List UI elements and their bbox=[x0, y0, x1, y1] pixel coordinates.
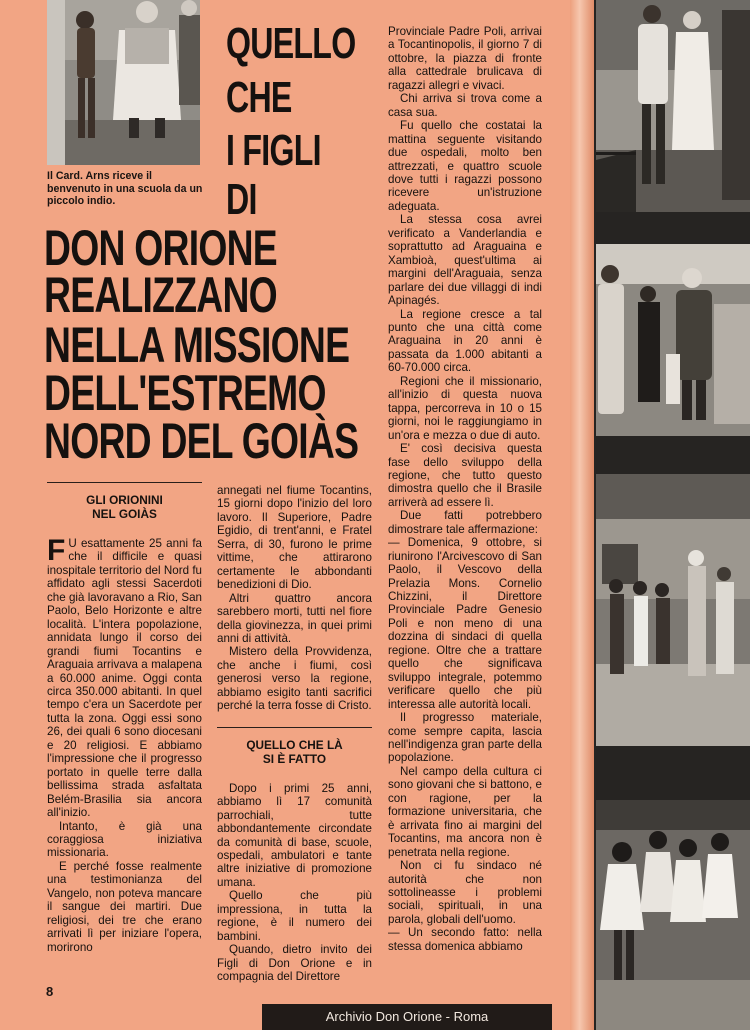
paragraph: — Domenica, 9 ottobre, si riunirono l'Arcivescovo di San Paolo, il Vescovo della Prelazia Mons. Cornelio Chizzini, il Direttore Provinciale Padre Genesio Poli e non meno di una dozzina di sindaci di quella regione. Oltre che a trattare quello che significava sviluppo integrale, potemmo verificare quello che più interessa alle autorità locali. bbox=[388, 536, 542, 711]
section-heading-orionini bbox=[47, 482, 202, 521]
section-heading-line-1: GLI ORIONINI bbox=[86, 493, 163, 507]
paragraph: E' così decisiva questa fase dello sviluppo della regione, che tutto questo dimostra quello che il Brasile arriverà ad essere lì. bbox=[388, 442, 542, 509]
paragraph-intro bbox=[47, 534, 202, 820]
headline-line-1: QUELLO bbox=[226, 19, 356, 68]
headline-line-4: DI bbox=[226, 175, 257, 224]
binding-seam bbox=[570, 0, 594, 1030]
paragraph: Il progresso materiale, come sempre capita, lascia nell'indigenza gran parte della popolazione. bbox=[388, 711, 542, 765]
paragraph: La regione cresce a tal punto che una città come Araguaina in 20 anni è passata da 1.000 abitanti a 60-70.000 circa. bbox=[388, 307, 542, 375]
paragraph: Fu quello che costatai la mattina seguente visitando due ospedali, molto ben attrezzati, e quattro scuole dove tutti i ragazzi possono ricevere un'istruzione adeguata. bbox=[388, 119, 542, 213]
photo-schoolgirls bbox=[596, 800, 750, 1030]
section-heading-line-1: QUELLO CHE LÀ bbox=[246, 737, 343, 752]
paragraph: Dopo i primi 25 anni, abbiamo lì 17 comunità parrochiali, tutte abbondantemente circondate da comunità di base, scuole, ospedali, ambulatori e tante altre iniziative di promozione umana. bbox=[217, 781, 372, 889]
paragraph: Mistero della Provvidenza, che anche i fiumi, così generosi verso la regione, abbiamo esigito tanti sacrifici perché la terra fosse di Cristo. bbox=[217, 645, 372, 713]
paragraph: Regioni che il missionario, all'inizio di questa nuova tappa, percorreva in 10 o 15 giorni, noi le raggiungiamo in un'ora e mezza o due di auto. bbox=[388, 374, 542, 442]
paragraph: Altri quattro ancora sarebbero morti, tutti nel fiore della giovinezza, in quei primi anni di attività. bbox=[217, 591, 372, 645]
photo-cardinal-indio bbox=[47, 0, 200, 165]
section-heading-line-2: SI È FATTO bbox=[262, 751, 327, 766]
headline-line-9: NORD DEL GOIÀS bbox=[44, 413, 359, 469]
article-column-3 bbox=[388, 25, 542, 953]
headline-line-7: NELLA MISSIONE bbox=[44, 317, 350, 373]
paragraph: Quando, dietro invito dei Figli di Don Orione e in compagnia del Direttore bbox=[217, 943, 372, 984]
photo-children-dancing bbox=[596, 474, 750, 746]
article-column-1 bbox=[47, 482, 202, 954]
section-heading-quello-che-la bbox=[217, 727, 372, 766]
page-number: 8 bbox=[46, 984, 54, 999]
paragraph: Nel campo della cultura ci sono giovani che si battono, e con ragione, per la formazione universitaria, che è arrivata fino ai margini del Tocantins, ma ancora non è penetrata nella regione. bbox=[388, 764, 542, 859]
headline-line-8: DELL'ESTREMO bbox=[44, 365, 326, 421]
paragraph: Provinciale Padre Poli, arrivai a Tocantinopolis, il giorno 7 di ottobre, la piazza di fronte alla cattedrale brulicava di ragazzi allegri e vivaci. bbox=[388, 25, 542, 92]
photo-cardinal-outdoors bbox=[596, 0, 750, 212]
paragraph: Non ci fu sindaco né autorità che non sottolineasse i problemi sociali, spirituali, in una parola, globali dell'uomo. bbox=[388, 859, 542, 926]
paragraph: Intanto, è già una coraggiosa iniziativa missionaria. bbox=[47, 819, 202, 860]
headline-line-5: DON ORIONE bbox=[44, 220, 277, 276]
paragraph: Quello che più impressiona, in tutta la regione, è il numero dei bambini. bbox=[217, 889, 372, 943]
paragraph: La stessa cosa avrei verificato a Vanderlandia e soprattutto ad Araguaina e Xambioà, quest'ultima ai margini dell'Araguaia, senza parlare dei due villaggi di indi Apinagés. bbox=[388, 213, 542, 308]
article-column-2 bbox=[217, 484, 372, 984]
photo-caption: Il Card. Arns riceve il benvenuto in una scuola da un piccolo indio. bbox=[47, 170, 203, 208]
paragraph: Due fatti potrebbero dimostrare tale affermazione: bbox=[388, 509, 542, 536]
photo-cardinal-crowd bbox=[596, 244, 750, 436]
paragraph-intro-text: U esattamente 25 anni fa che il difficile e quasi inospitale territorio del Nord fu affidato agli stessi Sacerdoti che già lavoravano a Rio, San Paolo, Belo Horizonte e altre località. L'intera popolazione, annidata lungo il corso dei grandi fiumi Tocantins e Araguaia arrivava a malapena a 60.000 anime. Oggi conta circa 350.000 abitanti. In quel tempo c'era un Sacerdote per tutta la zona. Oggi essi sono 26, dei quali 6 sono diocesani e 20 religiosi. E abbiamo l'impressione che il progresso portato in quelle terre dalla bellissima strada asfaltata Belém-Brasilia sia ancora all'inizio. bbox=[47, 537, 202, 820]
archive-watermark: Archivio Don Orione - Roma bbox=[262, 1004, 552, 1030]
paragraph: — Un secondo fatto: nella stessa domenica abbiamo bbox=[388, 926, 542, 953]
paragraph: E perché fosse realmente una testimonianza del Vangelo, non poteva mancare il sangue dei martiri. Due religiosi, dei tre che erano arrivati lì per iniziare l'opera, morirono bbox=[47, 859, 202, 954]
paragraph: Chi arriva si trova come a casa sua. bbox=[388, 92, 542, 119]
headline-line-6: REALIZZANO bbox=[44, 267, 277, 323]
drop-cap: F bbox=[47, 534, 66, 567]
headline-line-3: I FIGLI bbox=[226, 126, 321, 175]
section-heading-line-2: NEL GOIÀS bbox=[92, 507, 157, 521]
headline-line-2: CHE bbox=[226, 73, 292, 122]
paragraph: annegati nel fiume Tocantins, 15 giorni dopo l'inizio del loro lavoro. Il Superiore, Padre Egidio, di trent'anni, e Fratel Serra, di 30, furono le prime vittime, che attirarono certamente le abbondanti benedizioni di Dio. bbox=[217, 484, 372, 592]
